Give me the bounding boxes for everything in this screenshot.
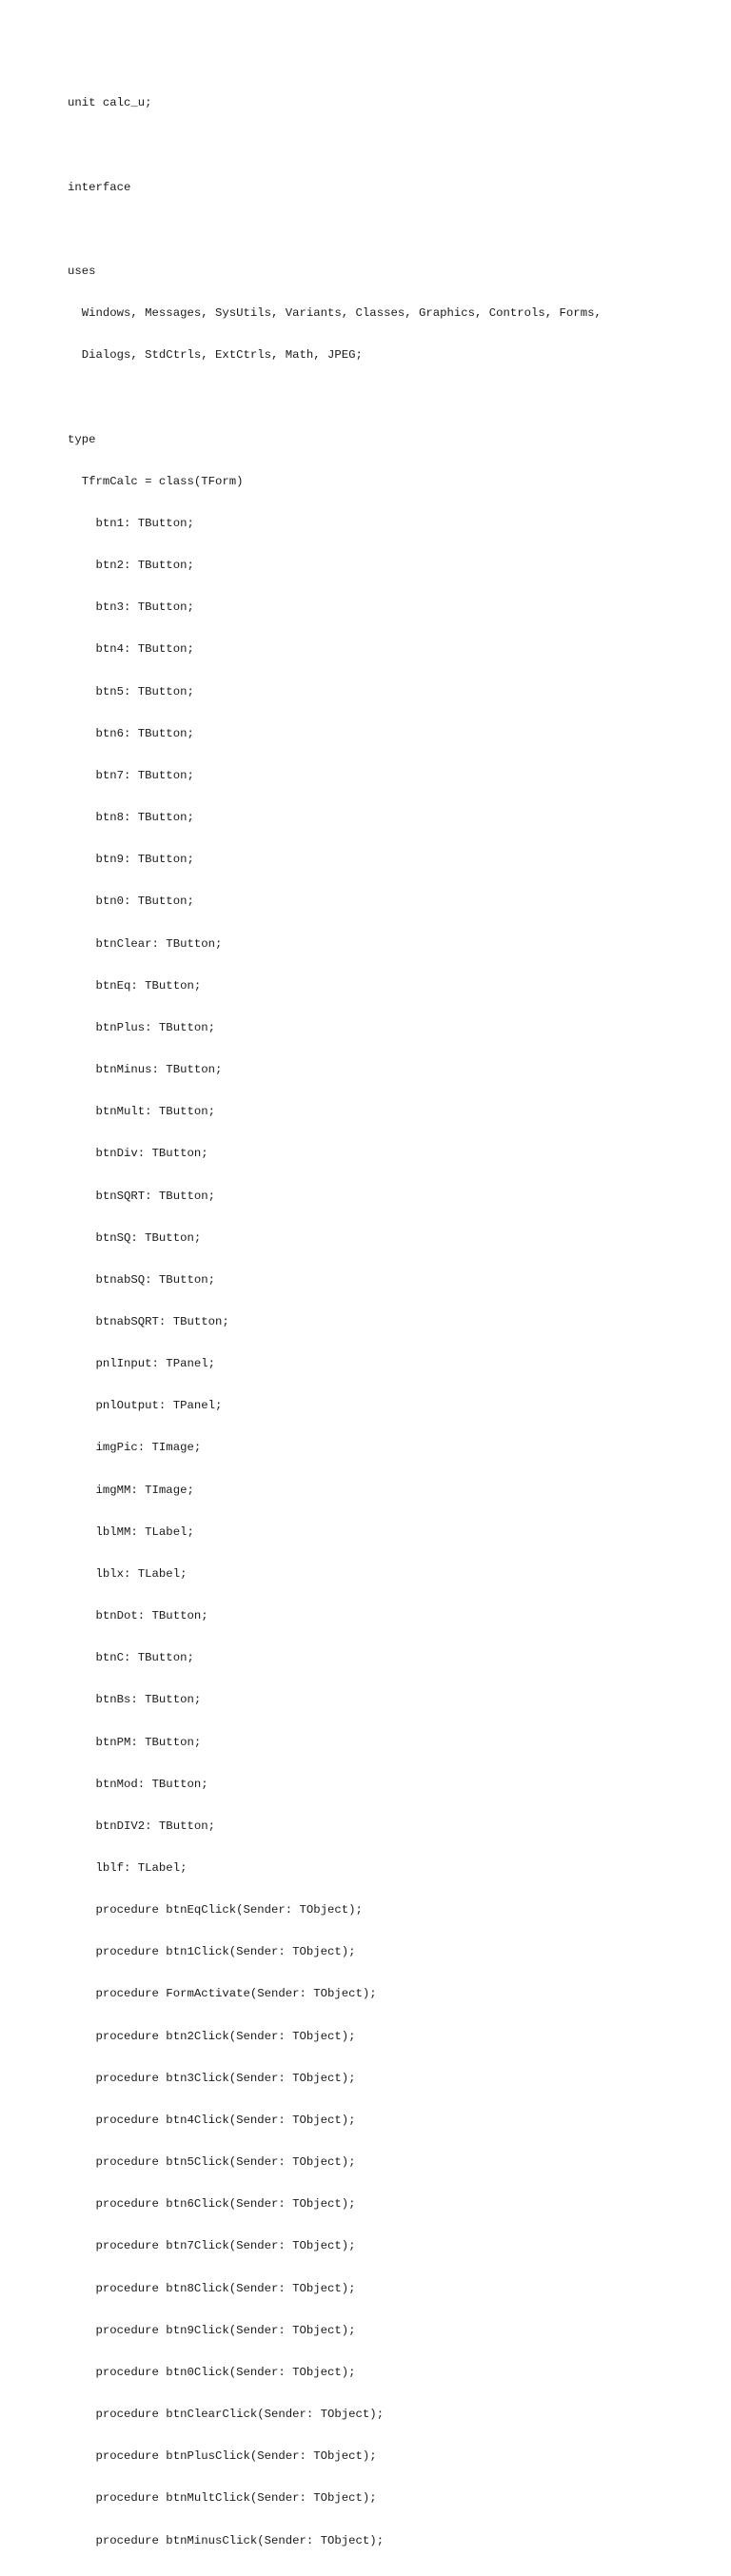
code-line: btnabSQ: TButton; [68, 1272, 215, 1287]
code-line: btn3: TButton; [68, 600, 194, 615]
code-line: btnPM: TButton; [68, 1735, 202, 1749]
code-line: btn0: TButton; [68, 895, 194, 909]
code-line [68, 391, 602, 405]
code-line: btnBs: TButton; [68, 1693, 202, 1707]
code-line: interface [68, 180, 131, 194]
code-line: lblx: TLabel; [68, 1566, 188, 1581]
code-line: btnEq: TButton; [68, 978, 202, 993]
code-line: procedure btn9Click(Sender: TObject); [68, 2323, 356, 2337]
code-line: procedure btn7Click(Sender: TObject); [68, 2239, 356, 2253]
code-line: btnC: TButton; [68, 1651, 194, 1665]
code-line: uses [68, 265, 96, 279]
code-line: lblf: TLabel; [68, 1861, 188, 1875]
code-line: btnMod: TButton; [68, 1777, 208, 1791]
code-line: btnMult: TButton; [68, 1105, 215, 1119]
code-line: btn8: TButton; [68, 811, 194, 825]
source-code-block [68, 69, 602, 2576]
code-line: procedure btn1Click(Sender: TObject); [68, 1945, 356, 1959]
code-line: procedure btnEqClick(Sender: TObject); [68, 1903, 363, 1917]
code-line: procedure btn3Click(Sender: TObject); [68, 2071, 356, 2085]
code-line: btn1: TButton; [68, 517, 194, 530]
code-line: btnSQ: TButton; [68, 1230, 202, 1245]
code-line: Windows, Messages, SysUtils, Variants, Classes, Graphics, Controls, Forms, [68, 306, 602, 321]
code-line: pnlInput: TPanel; [68, 1357, 215, 1371]
code-line: procedure btn2Click(Sender: TObject); [68, 2029, 356, 2043]
code-line: lblMM: TLabel; [68, 1524, 194, 1539]
code-line: TfrmCalc = class(TForm) [68, 474, 244, 488]
code-line: procedure btnMultClick(Sender: TObject); [68, 2491, 377, 2506]
code-line: procedure btn6Click(Sender: TObject); [68, 2197, 356, 2212]
code-line: procedure btn0Click(Sender: TObject); [68, 2365, 356, 2379]
code-line: btnPlus: TButton; [68, 1020, 215, 1034]
code-line: btnMinus: TButton; [68, 1063, 223, 1077]
code-line: type [68, 432, 96, 446]
code-line: unit calc_u; [68, 96, 152, 110]
code-line: btnClear: TButton; [68, 936, 223, 951]
code-line: procedure btn5Click(Sender: TObject); [68, 2155, 356, 2170]
code-line: btnDiv: TButton; [68, 1147, 208, 1161]
code-line: btn9: TButton; [68, 853, 194, 867]
code-line [68, 139, 602, 153]
code-line: procedure FormActivate(Sender: TObject); [68, 1987, 377, 2001]
code-line: btn5: TButton; [68, 684, 194, 698]
code-line: imgPic: TImage; [68, 1441, 202, 1455]
code-line: btnDIV2: TButton; [68, 1819, 215, 1833]
code-line: btn4: TButton; [68, 642, 194, 657]
code-line: btnabSQRT: TButton; [68, 1314, 229, 1328]
code-line: procedure btn8Click(Sender: TObject); [68, 2281, 356, 2295]
code-line [68, 223, 602, 237]
code-line: btnDot: TButton; [68, 1609, 208, 1623]
code-line: procedure btnClearClick(Sender: TObject); [68, 2408, 385, 2422]
code-line: procedure btnMinusClick(Sender: TObject); [68, 2533, 385, 2547]
code-line: procedure btn4Click(Sender: TObject); [68, 2113, 356, 2127]
code-line: pnlOutput: TPanel; [68, 1399, 223, 1413]
code-line: imgMM: TImage; [68, 1483, 194, 1497]
code-line: btnSQRT: TButton; [68, 1189, 215, 1203]
code-line: btn2: TButton; [68, 559, 194, 573]
code-line: btn6: TButton; [68, 726, 194, 740]
code-line: procedure btnPlusClick(Sender: TObject); [68, 2449, 377, 2464]
code-line: Dialogs, StdCtrls, ExtCtrls, Math, JPEG; [68, 348, 363, 363]
code-line: btn7: TButton; [68, 768, 194, 782]
